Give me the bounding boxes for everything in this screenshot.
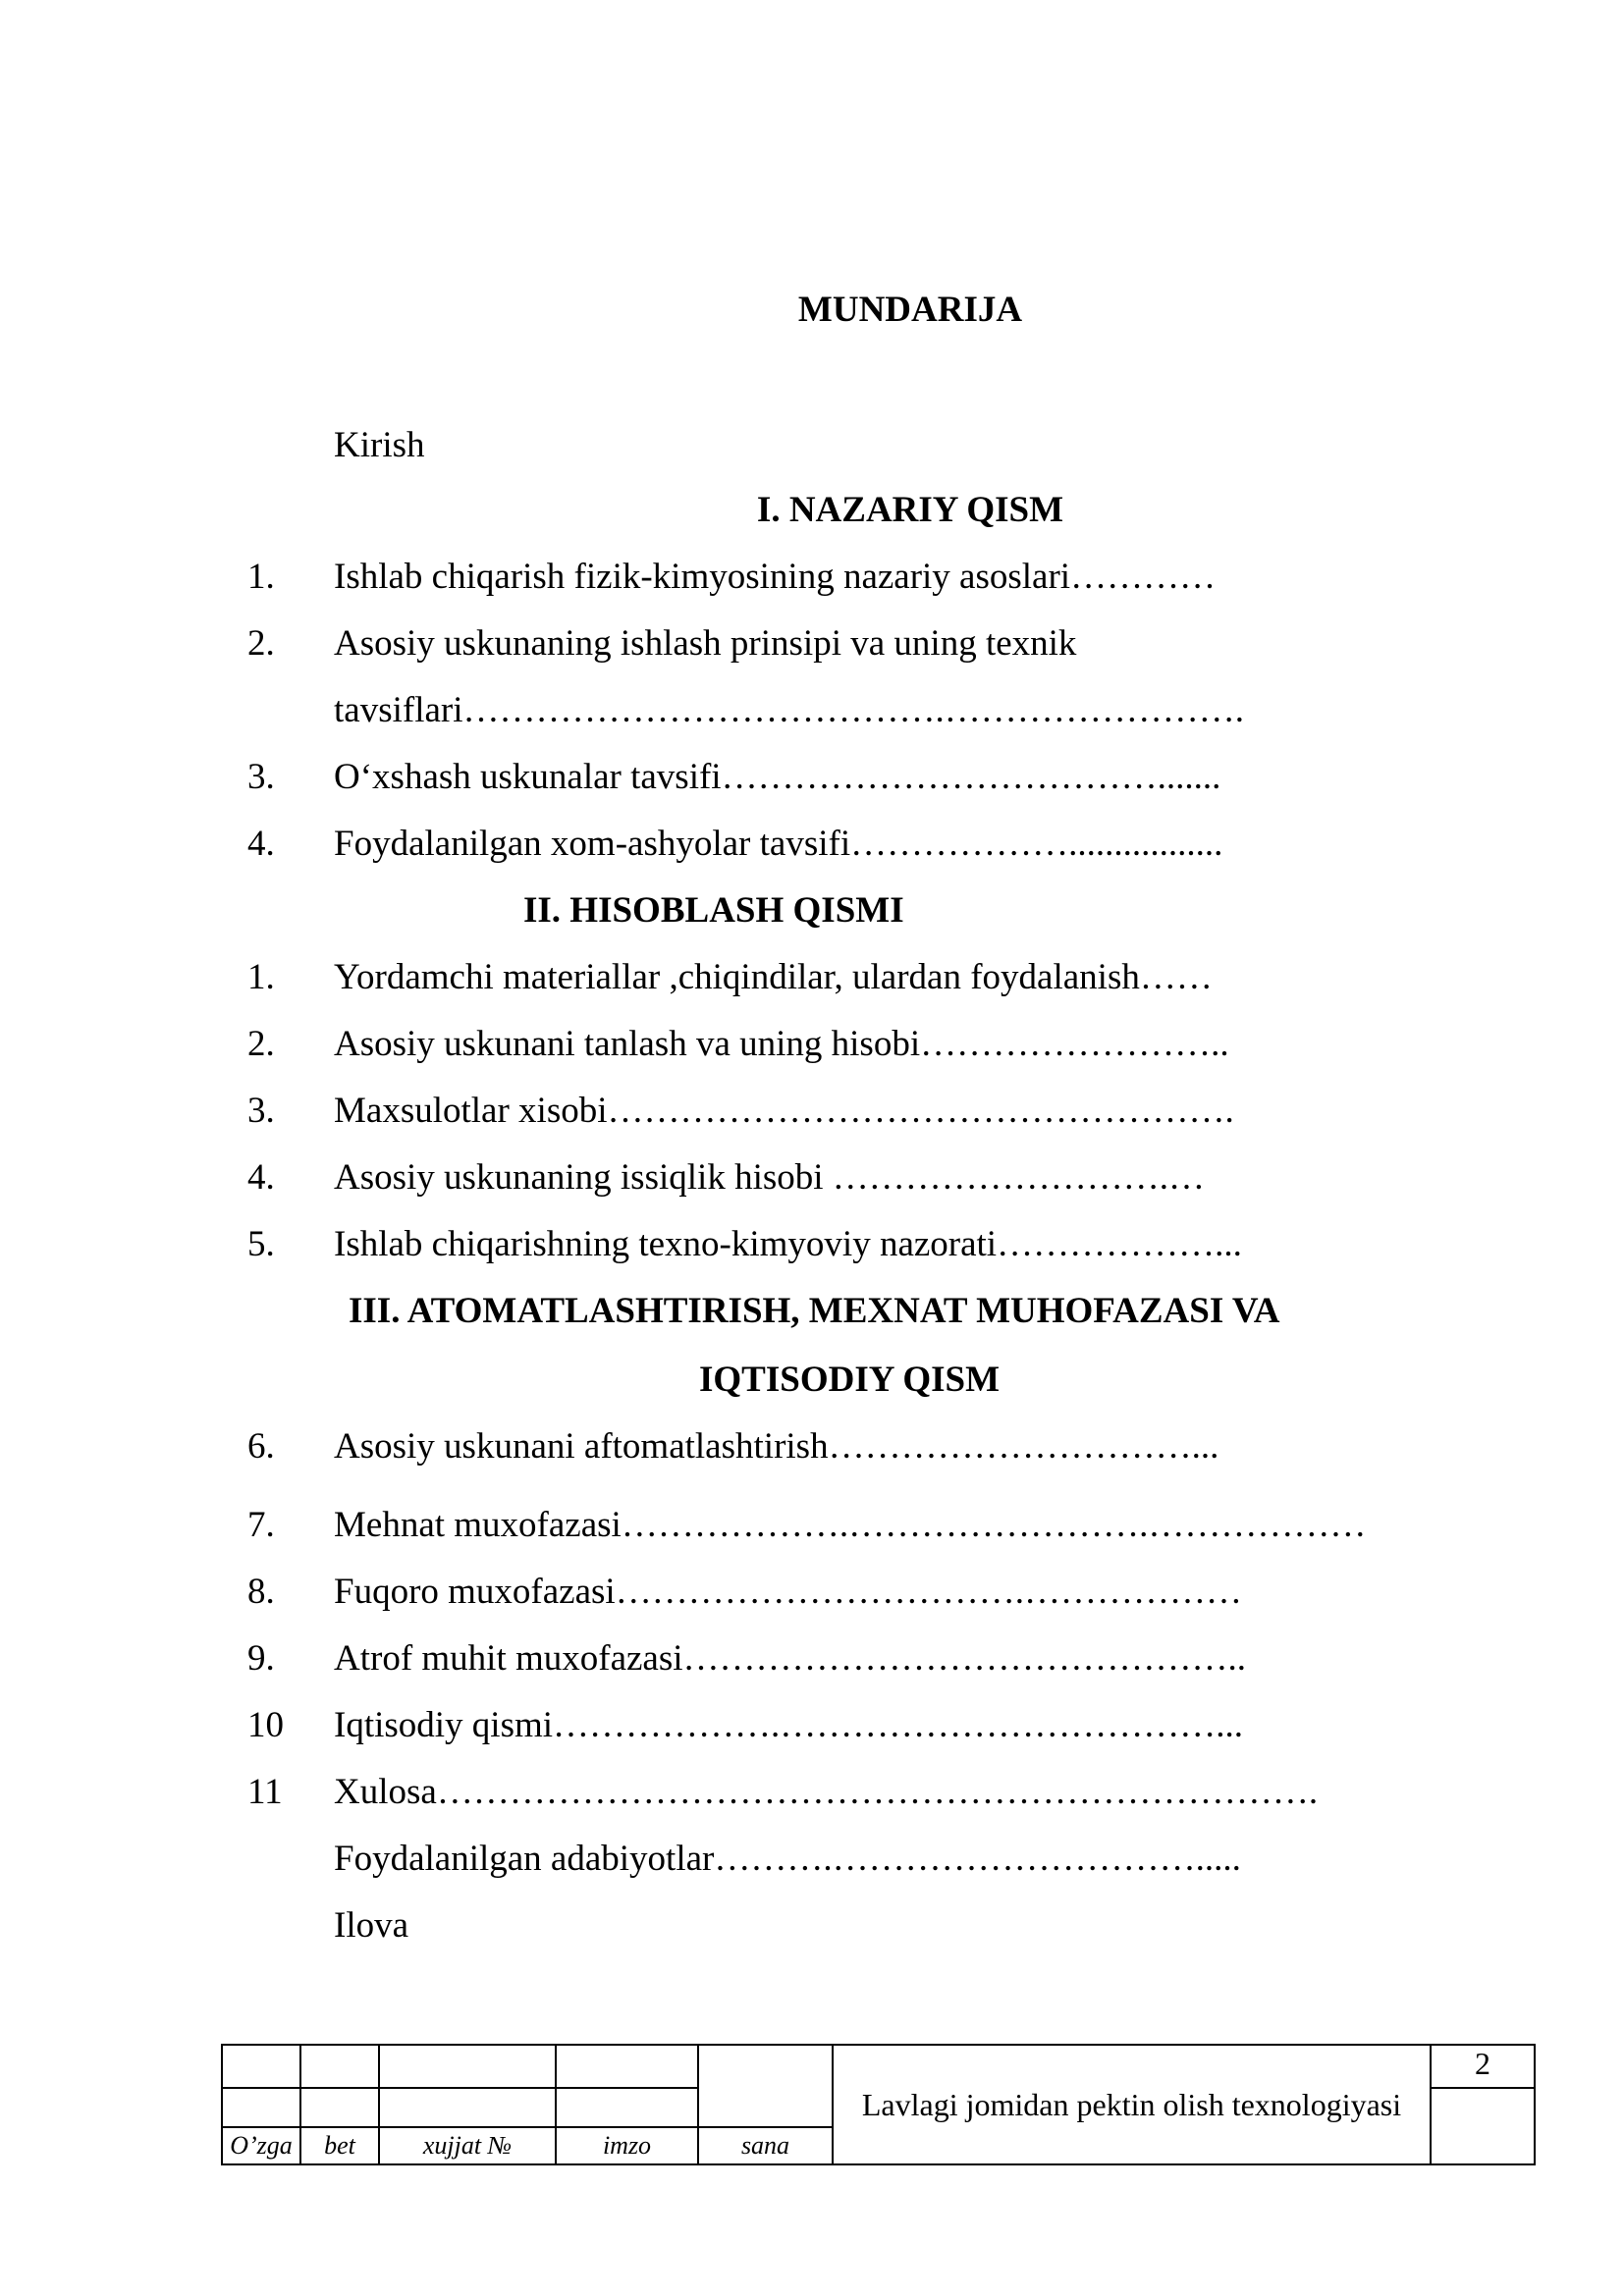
- toc-item-text: Asosiy uskunani tanlash va uning hisobi……………………..: [334, 1024, 1229, 1064]
- toc-item-text: Fuqoro muxofazasi…………………………….………………: [334, 1572, 1242, 1612]
- toc-intro: Kirish: [334, 425, 425, 465]
- stamp-cell: [300, 2088, 379, 2127]
- title-block-stamp: [221, 2044, 1536, 2165]
- toc-item-number: 5.: [247, 1224, 275, 1264]
- stamp-cell: [556, 2088, 698, 2127]
- stamp-cell: [698, 2045, 833, 2127]
- toc-item-text: Ishlab chiqarishning texno-kimyoviy nazorati………………...: [334, 1224, 1242, 1264]
- stamp-label-change: O’zga: [222, 2127, 300, 2164]
- toc-appendix: Ilova: [334, 1905, 409, 1946]
- toc-item-number: 1.: [247, 957, 275, 997]
- toc-item-number: 1.: [247, 557, 275, 597]
- toc-references: Foydalanilgan adabiyotlar……….………………………….....: [334, 1839, 1241, 1879]
- stamp-cell: [222, 2088, 300, 2127]
- toc-item-number: 8.: [247, 1572, 275, 1612]
- stamp-label-document-number: xujjat №: [379, 2127, 556, 2164]
- toc-item-text: Foydalanilgan xom-ashyolar tavsifi……………….................: [334, 824, 1223, 864]
- toc-item-number: 2.: [247, 1024, 275, 1064]
- stamp-cell: [222, 2045, 300, 2088]
- toc-item-text: Yordamchi materiallar ,chiqindilar, ulardan foydalanish……: [334, 957, 1213, 997]
- stamp-cell: [556, 2045, 698, 2088]
- section-heading-1: I. NAZARIY QISM: [756, 490, 1064, 530]
- toc-item-text: Ishlab chiqarish fizik-kimyosining nazariy asoslari…………: [334, 557, 1217, 597]
- page-title: MUNDARIJA: [797, 290, 1023, 330]
- toc-item-number: 4.: [247, 1157, 275, 1198]
- document-title: Lavlagi jomidan pektin olish texnologiyasi: [833, 2045, 1431, 2164]
- toc-item-text: Iqtisodiy qismi……………….………………………………...: [334, 1705, 1244, 1745]
- toc-item-text: Maxsulotlar xisobi…………………………………………….: [334, 1091, 1234, 1131]
- toc-item-text: Mehnat muxofazasi……………….…………………….………………: [334, 1505, 1367, 1545]
- toc-item-text: Asosiy uskunani aftomatlashtirish…………………………...: [334, 1426, 1219, 1467]
- toc-item-text: Asosiy uskunaning ishlash prinsipi va uning texnik: [334, 623, 1077, 664]
- toc-item-number: 3.: [247, 757, 275, 797]
- stamp-cell: [379, 2088, 556, 2127]
- toc-item-text: Atrof muhit muxofazasi………………………………………..: [334, 1638, 1247, 1679]
- toc-item-number: 10: [247, 1705, 284, 1745]
- toc-item-text: Xulosa……………………………………………………………….: [334, 1772, 1319, 1812]
- page-number: 2: [1431, 2045, 1535, 2088]
- toc-item-text: Asosiy uskunaning issiqlik hisobi ……………………….…: [334, 1157, 1206, 1198]
- toc-item-text: O‘xshash uskunalar tavsifi……………………………….......: [334, 757, 1221, 797]
- stamp-label-date: sana: [698, 2127, 833, 2164]
- stamp-label-signature: imzo: [556, 2127, 698, 2164]
- toc-item-text: tavsiflari………………………………….…………………….: [334, 690, 1245, 730]
- toc-item-number: 2.: [247, 623, 275, 664]
- stamp-cell: [1431, 2088, 1535, 2164]
- stamp-cell: [300, 2045, 379, 2088]
- toc-item-number: 6.: [247, 1426, 275, 1467]
- toc-item-number: 7.: [247, 1505, 275, 1545]
- toc-item-number: 9.: [247, 1638, 275, 1679]
- stamp-label-sheet: bet: [300, 2127, 379, 2164]
- toc-item-number: 4.: [247, 824, 275, 864]
- toc-item-number: 11: [247, 1772, 283, 1812]
- section-heading-3-line2: IQTISODIY QISM: [699, 1360, 1001, 1400]
- section-heading-3-line1: III. ATOMATLASHTIRISH, MEXNAT MUHOFAZASI VA: [349, 1291, 1280, 1331]
- section-heading-2: II. HISOBLASH QISMI: [523, 890, 904, 931]
- stamp-cell: [379, 2045, 556, 2088]
- toc-item-number: 3.: [247, 1091, 275, 1131]
